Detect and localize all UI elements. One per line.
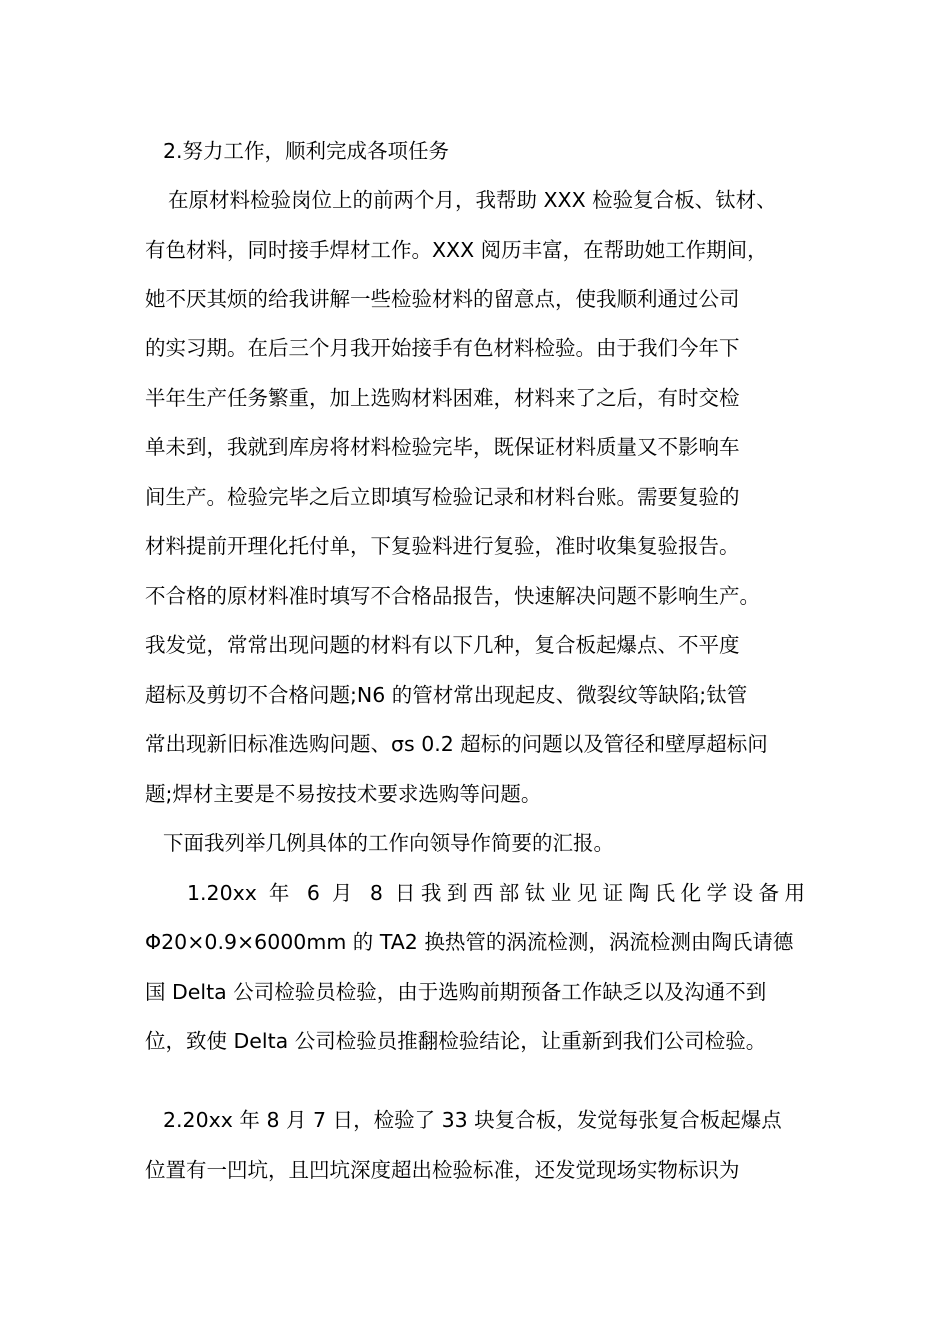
list-item-line: 位置有一凹坑，且凹坑深度超出检验标准，还发觉现场实物标识为	[145, 1158, 740, 1182]
paragraph-line: 超标及剪切不合格问题;N6 的管材常出现起皮、微裂纹等缺陷;钛管	[145, 683, 748, 707]
paragraph-line: 下面我列举几例具体的工作向领导作简要的汇报。	[163, 831, 614, 855]
list-item-line: 1.20xx 年 6 月 8 日我到西部钛业见证陶氏化学设备用	[187, 881, 805, 905]
paragraph-line: 间生产。检验完毕之后立即填写检验记录和材料台账。需要复验的	[145, 485, 740, 509]
list-item-line: Φ20×0.9×6000mm 的 TA2 换热管的涡流检测，涡流检测由陶氏请德	[145, 930, 794, 954]
paragraph-line: 半年生产任务繁重，加上选购材料困难，材料来了之后，有时交检	[145, 386, 740, 410]
paragraph-line: 她不厌其烦的给我讲解一些检验材料的留意点，使我顺利通过公司	[145, 287, 740, 311]
list-item-line: 位，致使 Delta 公司检验员推翻检验结论，让重新到我们公司检验。	[145, 1029, 767, 1053]
paragraph-line: 的实习期。在后三个月我开始接手有色材料检验。由于我们今年下	[145, 336, 740, 360]
paragraph-line: 在原材料检验岗位上的前两个月，我帮助 XXX 检验复合板、钛材、	[168, 188, 777, 212]
paragraph-line: 有色材料，同时接手焊材工作。XXX 阅历丰富，在帮助她工作期间，	[145, 238, 768, 262]
paragraph-line: 不合格的原材料准时填写不合格品报告，快速解决问题不影响生产。	[145, 584, 760, 608]
paragraph-line: 材料提前开理化托付单，下复验料进行复验，准时收集复验报告。	[145, 534, 740, 558]
list-item-line: 2.20xx 年 8 月 7 日，检验了 33 块复合板，发觉每张复合板起爆点	[163, 1108, 782, 1132]
section-heading: 2.努力工作，顺利完成各项任务	[163, 139, 450, 163]
paragraph-line: 常出现新旧标准选购问题、σs 0.2 超标的问题以及管径和壁厚超标问	[145, 732, 768, 756]
paragraph-line: 题;焊材主要是不易按技术要求选购等问题。	[145, 782, 542, 806]
paragraph-line: 我发觉，常常出现问题的材料有以下几种，复合板起爆点、不平度	[145, 633, 740, 657]
paragraph-line: 单未到，我就到库房将材料检验完毕，既保证材料质量又不影响车	[145, 435, 740, 459]
list-item-line: 国 Delta 公司检验员检验，由于选购前期预备工作缺乏以及沟通不到	[145, 980, 767, 1004]
